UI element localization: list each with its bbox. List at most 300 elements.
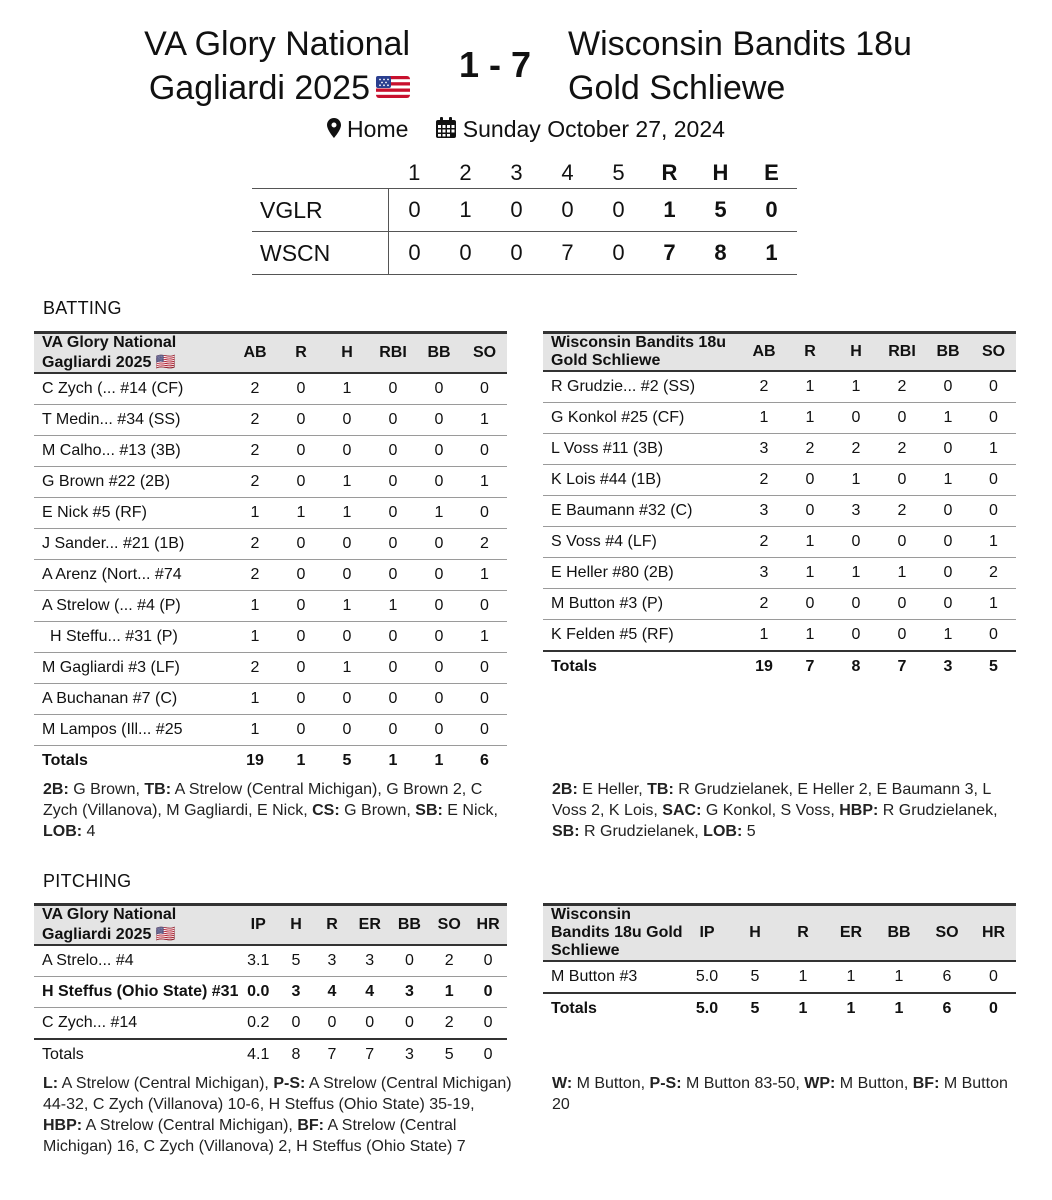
stat-cell: 0	[370, 715, 416, 746]
totals-cell: 8	[851, 658, 861, 675]
runs-total: 7	[644, 232, 695, 275]
totals-row	[34, 746, 507, 777]
stat-cell: 0	[324, 405, 370, 436]
player-name: E Heller #80 (2B)	[543, 558, 741, 589]
stat-column-header-r: R	[779, 905, 827, 962]
stat-column-header-so: SO	[462, 333, 507, 374]
note-text: R Grudzielanek,	[878, 802, 998, 819]
batting-row	[543, 403, 1016, 434]
stat-cell: 3	[741, 558, 787, 589]
date-info	[435, 116, 725, 142]
stat-cell: 1	[827, 961, 875, 993]
batting-header-row	[34, 333, 507, 374]
inning-5-header: 5	[612, 160, 625, 185]
totals-cell: 5	[989, 658, 998, 675]
stat-cell: 0	[278, 684, 324, 715]
stat-cell: 1	[787, 527, 833, 558]
map-pin-icon	[327, 118, 341, 138]
stat-cell: 0	[416, 436, 462, 467]
stat-cell: 0	[324, 560, 370, 591]
stat-column-header-r: R	[787, 333, 833, 372]
stat-column-header-er: ER	[350, 905, 390, 946]
pitching-row	[543, 961, 1016, 993]
stat-cell: 0	[416, 373, 462, 405]
inning-score: 0	[389, 189, 441, 232]
stat-column-header-ip: IP	[238, 905, 278, 946]
totals-cell: 7	[897, 658, 907, 675]
stat-column-header-bb: BB	[875, 905, 923, 962]
note-label: W:	[552, 1075, 573, 1092]
stat-column-header-hr: HR	[469, 905, 507, 946]
stat-column-header-r: R	[314, 905, 350, 946]
stat-cell: 1	[971, 527, 1016, 558]
stat-cell: 0	[787, 465, 833, 496]
stat-cell: 0	[879, 403, 925, 434]
stat-cell: 5	[731, 961, 779, 993]
stat-cell: 3	[741, 434, 787, 465]
stat-cell: 1	[232, 684, 278, 715]
stat-cell: 0	[833, 620, 879, 652]
stat-cell: 2	[232, 467, 278, 498]
totals-cell: 5	[444, 1046, 454, 1063]
errors-total: 1	[746, 232, 797, 275]
stat-column-header-h: H	[324, 333, 370, 374]
totals-cell: 5.0	[695, 1000, 719, 1017]
pitching-header-row	[543, 905, 1016, 962]
stat-cell: 0	[370, 467, 416, 498]
hits-total: 8	[695, 232, 746, 275]
stat-cell: 0	[469, 1008, 507, 1040]
stat-column-header-hr: HR	[971, 905, 1016, 962]
totals-cell: 0	[989, 1000, 998, 1017]
inning-score: 0	[593, 189, 644, 232]
totals-cell: 1	[894, 1000, 904, 1017]
player-name: R Grudzie... #2 (SS)	[543, 371, 741, 403]
stat-column-header-bb: BB	[416, 333, 462, 374]
totals-cell: 7	[805, 658, 815, 675]
player-name: M Gagliardi #3 (LF)	[34, 653, 232, 684]
stat-cell: 0	[416, 684, 462, 715]
stat-cell: 0	[971, 496, 1016, 527]
stat-column-header-er: ER	[827, 905, 875, 962]
note-text: E Heller,	[577, 781, 648, 798]
player-name: T Medin... #34 (SS)	[34, 405, 232, 436]
stat-cell: 1	[875, 961, 923, 993]
stat-cell: 1	[462, 622, 507, 653]
stat-cell: 0	[469, 977, 507, 1008]
stat-cell: 6	[923, 961, 971, 993]
stat-cell: 1	[833, 558, 879, 589]
stat-column-header-h: H	[833, 333, 879, 372]
stat-cell: 2	[741, 527, 787, 558]
linescore-header-row	[252, 158, 797, 189]
stat-cell: 2	[232, 436, 278, 467]
totals-cell: 5	[342, 752, 352, 769]
stat-cell: 0	[925, 371, 971, 403]
stat-cell: 1	[324, 467, 370, 498]
stat-cell: 1	[741, 403, 787, 434]
batting-header-row	[543, 333, 1016, 372]
totals-label: Totals	[42, 1046, 84, 1063]
stat-cell: 4	[350, 977, 390, 1008]
stat-cell: 0	[925, 434, 971, 465]
team-column-header: VA Glory National Gagliardi 2025 🇺🇸	[34, 905, 238, 946]
stat-cell: 2	[833, 434, 879, 465]
stat-cell: 0	[787, 496, 833, 527]
stat-cell: 2	[741, 589, 787, 620]
batting-row	[34, 405, 507, 436]
stat-cell: 5	[278, 945, 314, 977]
stat-cell: 0	[469, 945, 507, 977]
inning-1-header: 1	[408, 160, 421, 185]
stat-cell: 0	[370, 653, 416, 684]
stat-column-header-h: H	[731, 905, 779, 962]
totals-label: Totals	[551, 658, 597, 675]
totals-label: Totals	[42, 752, 88, 769]
away-team-name	[90, 22, 410, 110]
totals-label: Totals	[551, 1000, 597, 1017]
stat-cell: 1	[232, 498, 278, 529]
note-text: A Strelow (Central Michigan) 16, C Zych (Villanova) 2, H Steffus (Ohio State) 7	[43, 1117, 466, 1155]
batting-row	[543, 620, 1016, 652]
pitching-row	[34, 977, 507, 1008]
stat-column-header-ab: AB	[232, 333, 278, 374]
stat-cell: 1	[232, 622, 278, 653]
player-name: A Strelow (... #4 (P)	[34, 591, 232, 622]
totals-cell: 3	[404, 1046, 414, 1063]
player-name: A Strelo... #4	[34, 945, 238, 977]
stat-cell: 0	[833, 527, 879, 558]
stat-cell: 2	[879, 371, 925, 403]
batting-notes-home	[552, 779, 1014, 842]
stat-cell: 1	[833, 465, 879, 496]
stat-cell: 3	[278, 977, 314, 1008]
stat-cell: 0	[416, 653, 462, 684]
stat-cell: 1	[787, 558, 833, 589]
stat-column-header-r: R	[278, 333, 324, 374]
stat-cell: 0	[416, 622, 462, 653]
stat-cell: 0	[925, 527, 971, 558]
stat-cell: 0	[971, 961, 1016, 993]
note-text: E Nick,	[442, 802, 498, 819]
stat-cell: 0	[416, 529, 462, 560]
player-name: E Nick #5 (RF)	[34, 498, 232, 529]
stat-cell: 0	[925, 558, 971, 589]
stat-column-header-h: H	[278, 905, 314, 946]
stat-cell: 0	[879, 465, 925, 496]
totals-cell: 4.1	[247, 1046, 270, 1063]
stat-cell: 0	[370, 529, 416, 560]
stat-cell: 3	[741, 496, 787, 527]
stat-cell: 1	[971, 434, 1016, 465]
stat-cell: 0	[278, 373, 324, 405]
batting-row	[34, 715, 507, 746]
inning-score: 0	[389, 232, 441, 275]
player-name: H Steffus (Ohio State) #31	[34, 977, 238, 1008]
batting-row	[543, 527, 1016, 558]
player-name: H Steffu... #31 (P)	[34, 622, 232, 653]
note-label: LOB:	[43, 823, 83, 840]
home-team-line2: Gold Schliewe	[568, 69, 786, 107]
note-label: WP:	[804, 1075, 836, 1092]
hits-total: 5	[695, 189, 746, 232]
linescore-row-home	[252, 232, 797, 275]
player-name: A Buchanan #7 (C)	[34, 684, 232, 715]
totals-cell: 5	[750, 1000, 760, 1017]
stat-cell: 1	[787, 620, 833, 652]
player-name: K Lois #44 (1B)	[543, 465, 741, 496]
player-name: G Konkol #25 (CF)	[543, 403, 741, 434]
stat-cell: 0	[416, 405, 462, 436]
note-label: CS:	[312, 802, 340, 819]
batting-row	[543, 558, 1016, 589]
note-text: M Button,	[835, 1075, 913, 1092]
stat-cell: 3	[390, 977, 430, 1008]
stat-cell: 1	[324, 373, 370, 405]
stat-cell: 1	[324, 591, 370, 622]
batting-table-away	[34, 331, 507, 776]
batting-row	[34, 622, 507, 653]
stat-cell: 0	[925, 589, 971, 620]
pitching-table-home	[543, 903, 1016, 1024]
batting-row	[34, 529, 507, 560]
stat-cell: 0	[971, 620, 1016, 652]
away-team-line1: VA Glory National	[144, 25, 410, 63]
stat-cell: 0	[971, 371, 1016, 403]
stat-cell: 1	[462, 467, 507, 498]
team-column-header: Wisconsin Bandits 18u Gold Schliewe	[543, 333, 741, 372]
note-label: 2B:	[552, 781, 578, 798]
stat-cell: 2	[232, 653, 278, 684]
stat-cell: 0	[278, 591, 324, 622]
location-text: Home	[347, 116, 409, 142]
stat-cell: 0	[879, 620, 925, 652]
stat-cell: 1	[779, 961, 827, 993]
note-label: TB:	[144, 781, 172, 798]
stat-cell: 1	[925, 403, 971, 434]
player-name: M Lampos (Ill... #25	[34, 715, 232, 746]
stat-cell: 0	[350, 1008, 390, 1040]
batting-row	[543, 434, 1016, 465]
inning-score: 1	[440, 189, 491, 232]
inning-score: 0	[593, 232, 644, 275]
stat-cell: 1	[787, 371, 833, 403]
calendar-icon	[435, 117, 457, 139]
stat-column-header-ab: AB	[741, 333, 787, 372]
player-name: C Zych (... #14 (CF)	[34, 373, 232, 405]
note-text: G Brown,	[339, 802, 416, 819]
note-text: A Strelow (Central Michigan),	[82, 1117, 298, 1134]
note-label: L:	[43, 1075, 59, 1092]
hits-header: H	[712, 160, 729, 185]
totals-cell: 3	[943, 658, 953, 675]
batting-row	[34, 560, 507, 591]
stat-cell: 0	[833, 589, 879, 620]
stat-cell: 0	[416, 715, 462, 746]
note-label: SB:	[415, 802, 443, 819]
stat-cell: 1	[232, 591, 278, 622]
stat-cell: 1	[429, 977, 469, 1008]
player-name: M Calho... #13 (3B)	[34, 436, 232, 467]
stat-cell: 0	[416, 467, 462, 498]
linescore-team-abbr: WSCN	[252, 232, 389, 275]
stat-cell: 0	[324, 622, 370, 653]
inning-2-header: 2	[459, 160, 472, 185]
stat-cell: 0	[370, 405, 416, 436]
stat-cell: 0	[879, 527, 925, 558]
stat-cell: 0	[787, 589, 833, 620]
stat-cell: 2	[232, 560, 278, 591]
stat-cell: 0	[971, 403, 1016, 434]
stat-cell: 1	[232, 715, 278, 746]
stat-cell: 3	[833, 496, 879, 527]
stat-cell: 2	[232, 529, 278, 560]
stat-cell: 1	[324, 498, 370, 529]
player-name: L Voss #11 (3B)	[543, 434, 741, 465]
stat-cell: 0	[314, 1008, 350, 1040]
linescore-team-header	[252, 158, 389, 189]
stat-cell: 0	[324, 684, 370, 715]
batting-table-home	[543, 331, 1016, 682]
location-info	[327, 116, 415, 142]
stat-cell: 2	[741, 465, 787, 496]
stat-cell: 0	[879, 589, 925, 620]
stat-cell: 1	[462, 405, 507, 436]
stat-cell: 1	[370, 591, 416, 622]
totals-cell: 7	[327, 1046, 337, 1063]
stat-column-header-so: SO	[923, 905, 971, 962]
stat-cell: 0	[925, 496, 971, 527]
player-name: C Zych... #14	[34, 1008, 238, 1040]
stat-cell: 0	[462, 436, 507, 467]
stat-column-header-bb: BB	[390, 905, 430, 946]
linescore-row-away	[252, 189, 797, 232]
team-column-header: VA Glory National Gagliardi 2025 🇺🇸	[34, 333, 232, 374]
totals-row	[543, 993, 1016, 1024]
stat-column-header-ip: IP	[683, 905, 731, 962]
note-label: P-S:	[649, 1075, 682, 1092]
runs-header: R	[661, 160, 678, 185]
stat-column-header-rbi: RBI	[879, 333, 925, 372]
errors-total: 0	[746, 189, 797, 232]
stat-cell: 0	[462, 591, 507, 622]
inning-score: 7	[542, 232, 593, 275]
final-score: 1 - 7	[458, 44, 532, 85]
note-text: 5	[742, 823, 756, 840]
player-name: G Brown #22 (2B)	[34, 467, 232, 498]
stat-cell: 1	[416, 498, 462, 529]
stat-cell: 0	[370, 436, 416, 467]
stat-cell: 1	[324, 653, 370, 684]
stat-cell: 5.0	[683, 961, 731, 993]
stat-cell: 3	[350, 945, 390, 977]
stat-cell: 1	[741, 620, 787, 652]
player-name: M Button #3 (P)	[543, 589, 741, 620]
stat-cell: 2	[429, 945, 469, 977]
stat-cell: 2	[741, 371, 787, 403]
note-text: M Button 20	[552, 1075, 1008, 1113]
batting-row	[34, 591, 507, 622]
stat-cell: 1	[462, 560, 507, 591]
totals-cell: 19	[246, 752, 264, 769]
totals-cell: 1	[296, 752, 306, 769]
stat-cell: 0	[370, 373, 416, 405]
game-meta	[0, 116, 1052, 143]
totals-cell: 7	[365, 1046, 375, 1063]
note-label: BF:	[297, 1117, 324, 1134]
stat-cell: 3.1	[238, 945, 278, 977]
note-text: M Button 83-50,	[681, 1075, 805, 1092]
player-name: M Button #3	[543, 961, 683, 993]
stat-column-header-bb: BB	[925, 333, 971, 372]
stat-cell: 0	[416, 560, 462, 591]
totals-row	[34, 1039, 507, 1070]
note-label: SB:	[552, 823, 580, 840]
stat-cell: 0	[370, 560, 416, 591]
pitching-header-row	[34, 905, 507, 946]
stat-cell: 0	[462, 684, 507, 715]
stat-cell: 1	[925, 465, 971, 496]
stat-column-header-so: SO	[971, 333, 1016, 372]
home-team-name	[568, 22, 988, 110]
player-name: K Felden #5 (RF)	[543, 620, 741, 652]
note-label: BF:	[912, 1075, 940, 1092]
note-label: SAC:	[662, 802, 702, 819]
stat-cell: 0.0	[238, 977, 278, 1008]
inning-score: 0	[491, 189, 542, 232]
pitching-row	[34, 945, 507, 977]
us-flag-icon	[376, 76, 410, 98]
inning-score: 0	[491, 232, 542, 275]
stat-cell: 3	[314, 945, 350, 977]
stat-cell: 1	[971, 589, 1016, 620]
note-label: 2B:	[43, 781, 69, 798]
player-name: J Sander... #21 (1B)	[34, 529, 232, 560]
totals-cell: 1	[798, 1000, 808, 1017]
stat-column-header-rbi: RBI	[370, 333, 416, 374]
stat-cell: 1	[278, 498, 324, 529]
stat-cell: 2	[462, 529, 507, 560]
stat-cell: 0	[278, 560, 324, 591]
stat-cell: 2	[429, 1008, 469, 1040]
stat-cell: 2	[879, 434, 925, 465]
stat-cell: 2	[232, 405, 278, 436]
totals-cell: 19	[755, 658, 773, 675]
note-label: HBP:	[43, 1117, 83, 1134]
batting-row	[34, 684, 507, 715]
stat-cell: 0	[462, 653, 507, 684]
player-name: A Arenz (Nort... #74	[34, 560, 232, 591]
stat-cell: 0	[324, 715, 370, 746]
stat-cell: 2	[787, 434, 833, 465]
stat-cell: 1	[833, 371, 879, 403]
stat-cell: 0	[416, 591, 462, 622]
stat-cell: 0	[390, 1008, 430, 1040]
batting-section-title: BATTING	[43, 298, 122, 318]
note-text: A Strelow (Central Michigan) 44-32, C Zych (Villanova) 10-6, H Steffus (Ohio State) 35-19,	[43, 1075, 512, 1113]
stat-cell: 0	[462, 373, 507, 405]
linescore-team-abbr: VGLR	[252, 189, 389, 232]
stat-cell: 0	[278, 467, 324, 498]
note-text: A Strelow (Central Michigan), G Brown 2, C Zych (Villanova), M Gagliardi, E Nick,	[43, 781, 483, 819]
stat-cell: 2	[232, 373, 278, 405]
stat-cell: 0	[278, 653, 324, 684]
linescore-table	[252, 158, 797, 275]
batting-row	[34, 436, 507, 467]
note-text: G Konkol, S Voss,	[701, 802, 840, 819]
stat-cell: 0	[370, 684, 416, 715]
totals-cell: 1	[846, 1000, 856, 1017]
